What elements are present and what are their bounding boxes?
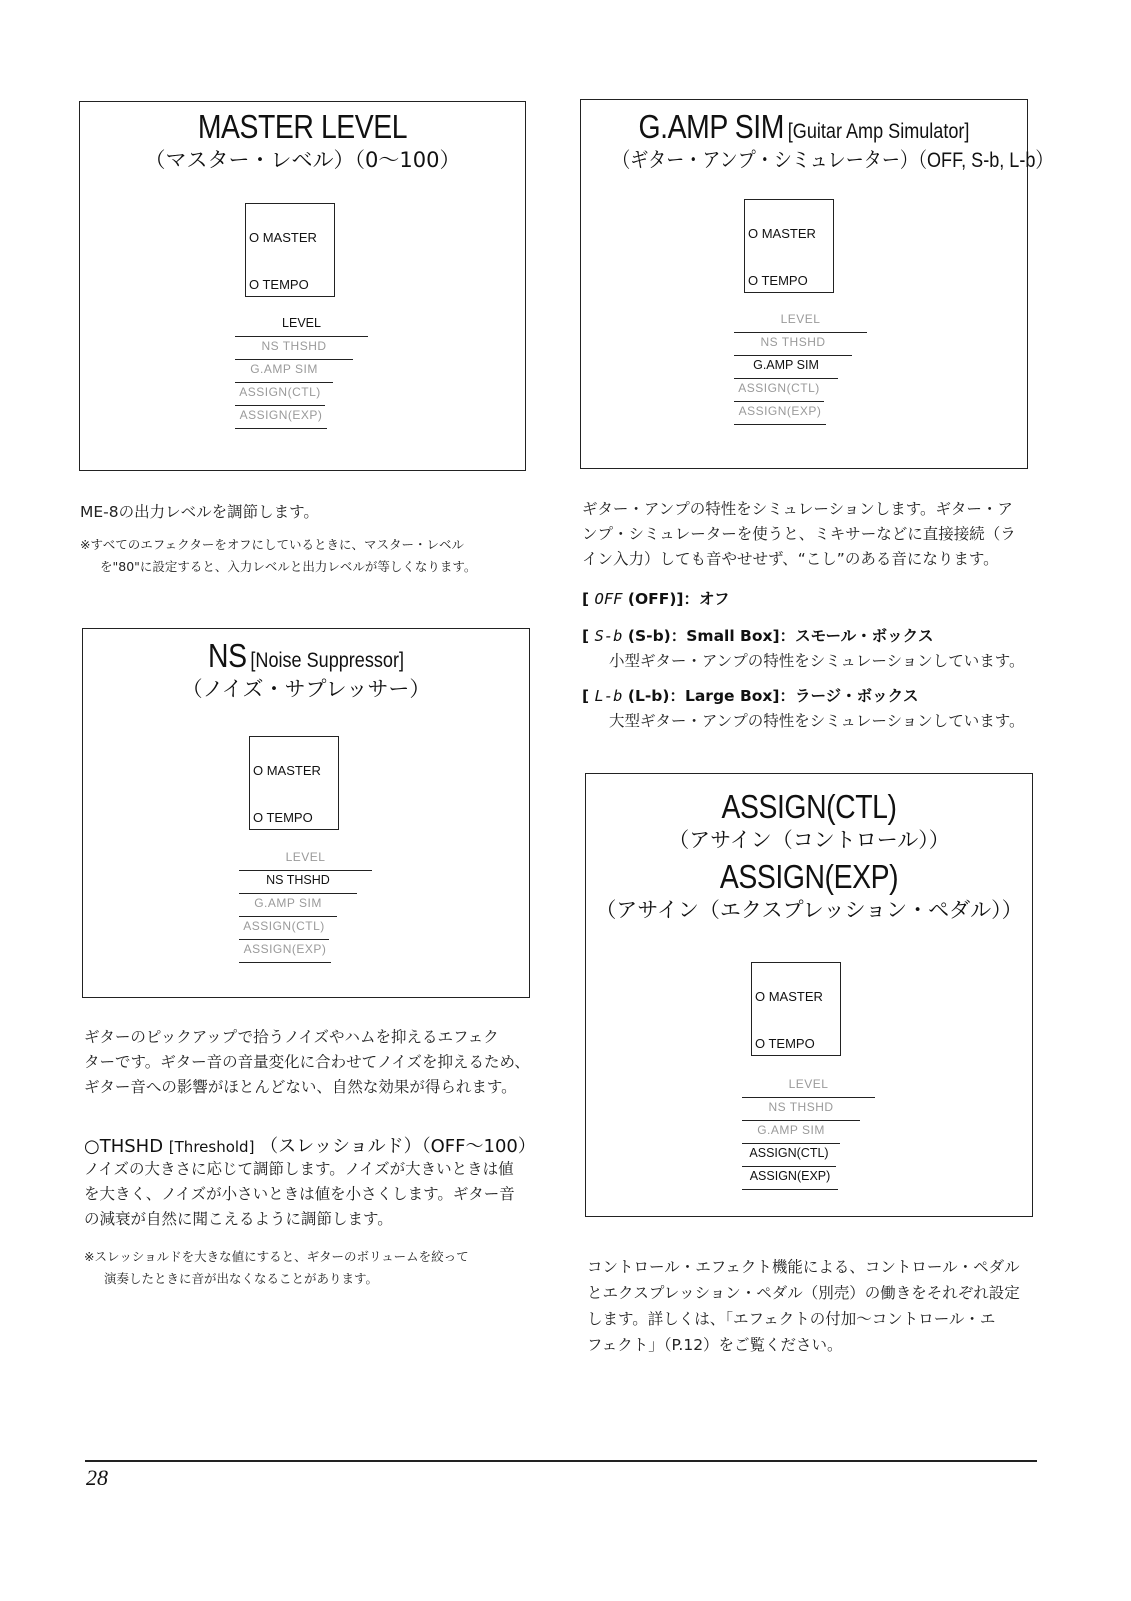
control-panel-diagram	[744, 199, 834, 293]
gamp-option-large-box-label: (L-b)：Large Box]：ラージ・ボックス	[627, 687, 919, 705]
assign-exp-subtitle: （アサイン（エクスプレッション・ペダル））	[595, 898, 1023, 922]
menu-item-assign-exp: ASSIGN(EXP)	[239, 940, 331, 963]
ns-description-line2: ターです。ギター音の音量変化に合わせてノイズを抑えるため、	[84, 1053, 530, 1071]
master-indicator-label: O MASTER	[748, 226, 816, 241]
assign-exp-title: ASSIGN(EXP)	[719, 858, 899, 895]
menu-item-ns-thshd: NS THSHD	[742, 1098, 860, 1121]
menu-item-assign-ctl: ASSIGN(CTL)	[742, 1144, 836, 1167]
menu-item-level: LEVEL	[734, 310, 867, 333]
gamp-sim-box	[580, 99, 1054, 469]
gamp-option-off: [ OFF (OFF)]：オフ	[582, 590, 730, 608]
assign-description-line1: コントロール・エフェクト機能による、コントロール・ペダル	[587, 1258, 1020, 1276]
menu-item-level: LEVEL	[742, 1075, 875, 1098]
tempo-indicator-label: O TEMPO	[253, 810, 313, 825]
thshd-description-line3: の減衰が自然に聞こえるように調節します。	[84, 1210, 393, 1228]
gamp-subtitle: （ギター・アンプ・シミュレーター）（OFF, S-b, L-b）	[612, 149, 1054, 172]
gamp-title-row	[612, 108, 996, 146]
menu-item-ns-thshd: NS THSHD	[734, 333, 852, 356]
gamp-option-small-box-label: (S-b)：Small Box]：スモール・ボックス	[627, 627, 934, 645]
menu-item-assign-exp: ASSIGN(EXP)	[742, 1167, 838, 1190]
thshd-note-line1: ※スレッショルドを大きな値にすると、ギターのボリュームを絞って	[84, 1249, 469, 1264]
assign-description-line3: します。詳しくは、「エフェクトの付加〜コントロール・エ	[587, 1310, 996, 1328]
seven-segment-off: OFF	[594, 590, 623, 608]
ns-description-line1: ギターのピックアップで拾うノイズやハムを抑えるエフェク	[84, 1028, 499, 1046]
seven-segment-l-b: L-b	[594, 687, 623, 705]
ns-title: NS	[208, 637, 247, 674]
gamp-option-large-box: [ L-b (L-b)：Large Box]：ラージ・ボックス	[582, 687, 919, 705]
master-level-note-line1: ※すべてのエフェクターをオフにしているときに、マスター・レベル	[80, 537, 464, 552]
control-panel-diagram	[249, 736, 339, 830]
assign-description-line2: とエクスプレッション・ペダル（別売）の働きをそれぞれ設定	[587, 1284, 1020, 1302]
menu-item-assign-ctl: ASSIGN(CTL)	[734, 379, 824, 402]
menu-item-gamp-sim: G.AMP SIM	[235, 360, 333, 383]
control-panel-diagram	[751, 962, 841, 1056]
tempo-indicator-label: O TEMPO	[748, 273, 808, 288]
thshd-parameter-jp: （スレッショルド）（OFF〜100）	[260, 1136, 536, 1157]
tempo-indicator-label: O TEMPO	[755, 1036, 815, 1051]
thshd-parameter-en: [Threshold]	[168, 1138, 255, 1156]
gamp-title-en: [Guitar Amp Simulator]	[787, 120, 970, 143]
gamp-option-small-box-desc: 小型ギター・アンプの特性をシミュレーションしています。	[609, 652, 1025, 670]
assign-box	[585, 773, 1033, 1217]
seven-segment-s-b: S-b	[594, 627, 623, 645]
gamp-title: G.AMP SIM	[638, 108, 784, 145]
menu-item-ns-thshd: NS THSHD	[235, 337, 353, 360]
gamp-option-small-box: [ S-b (S-b)：Small Box]：スモール・ボックス	[582, 627, 934, 645]
thshd-description-line1: ノイズの大きさに応じて調節します。ノイズが大きいときは値	[84, 1160, 514, 1178]
menu-item-assign-ctl: ASSIGN(CTL)	[239, 917, 329, 940]
ns-title-en: [Noise Suppressor]	[250, 649, 404, 672]
master-level-title: MASTER LEVEL	[197, 108, 408, 145]
master-level-note-line2: を"80"に設定すると、入力レベルと出力レベルが等しくなります。	[100, 559, 477, 574]
menu-item-assign-exp: ASSIGN(EXP)	[734, 402, 826, 425]
master-level-box	[79, 101, 526, 471]
assign-description-line4: フェクト」（P.12）をご覧ください。	[587, 1336, 843, 1354]
menu-item-assign-ctl: ASSIGN(CTL)	[235, 383, 325, 406]
footer-rule	[85, 1460, 1037, 1462]
thshd-note-line2: 演奏したときに音が出なくなることがあります。	[104, 1271, 379, 1286]
gamp-description-line2: ンプ・シミュレーターを使うと、ミキサーなどに直接接続（ラ	[582, 525, 1016, 543]
thshd-parameter-name: ○THSHD	[84, 1136, 164, 1157]
gamp-option-off-label: (OFF)]：オフ	[627, 590, 730, 608]
master-level-description: ME-8の出力レベルを調節します。	[80, 503, 319, 521]
menu-item-gamp-sim: G.AMP SIM	[239, 894, 337, 917]
master-level-subtitle: （マスター・レベル）（0〜100）	[144, 148, 461, 172]
master-indicator-label: O MASTER	[755, 989, 823, 1004]
control-panel-diagram	[245, 203, 335, 297]
gamp-description-line1: ギター・アンプの特性をシミュレーションします。ギター・ア	[582, 500, 1013, 518]
ns-subtitle: （ノイズ・サプレッサー）	[181, 677, 431, 701]
menu-item-ns-thshd: NS THSHD	[239, 871, 357, 894]
thshd-parameter-heading	[84, 1132, 536, 1158]
master-indicator-label: O MASTER	[253, 763, 321, 778]
menu-item-level: LEVEL	[239, 848, 372, 871]
ns-description-line3: ギター音への影響がほとんどない、自然な効果が得られます。	[84, 1078, 517, 1096]
thshd-description-line2: を大きく、ノイズが小さいときは値を小さくします。ギター音	[84, 1185, 515, 1203]
page-number: 28	[86, 1465, 108, 1490]
assign-ctl-subtitle: （アサイン（コントロール））	[668, 828, 950, 852]
menu-item-level: LEVEL	[235, 314, 368, 337]
menu-item-gamp-sim: G.AMP SIM	[734, 356, 838, 379]
menu-item-gamp-sim: G.AMP SIM	[742, 1121, 840, 1144]
tempo-indicator-label: O TEMPO	[249, 277, 309, 292]
master-indicator-label: O MASTER	[249, 230, 317, 245]
ns-box	[82, 628, 530, 998]
gamp-option-large-box-desc: 大型ギター・アンプの特性をシミュレーションしています。	[609, 712, 1025, 730]
gamp-description-line3: イン入力）しても音やせせず、“こし”のある音になります。	[582, 550, 999, 568]
menu-item-assign-exp: ASSIGN(EXP)	[235, 406, 327, 429]
assign-ctl-title: ASSIGN(CTL)	[721, 788, 897, 825]
ns-title-row	[114, 637, 498, 675]
